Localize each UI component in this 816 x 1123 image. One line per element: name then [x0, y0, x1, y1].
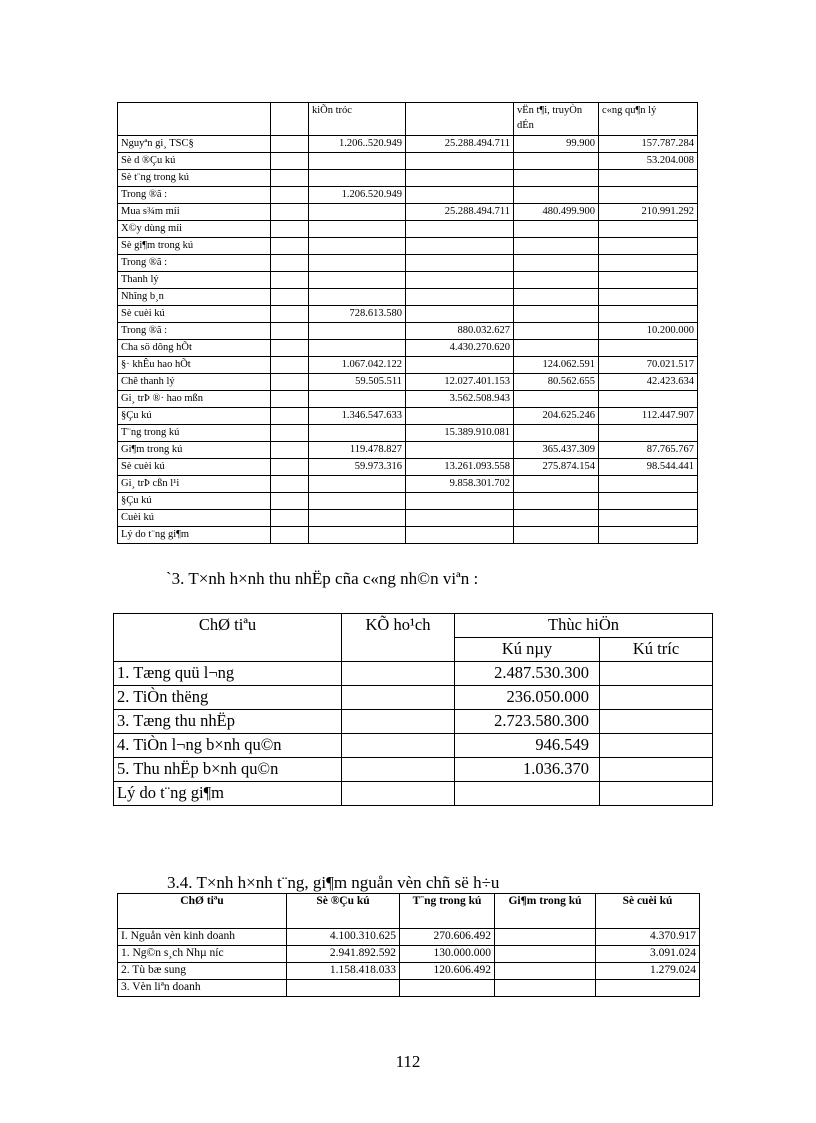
- table-cell: [495, 963, 596, 980]
- table-cell: [271, 306, 309, 323]
- table-header-row: [114, 614, 713, 638]
- table-cell: [271, 221, 309, 238]
- row-label: §Çu kú: [118, 493, 271, 510]
- table-row: [118, 963, 700, 980]
- row-label: Sè cuèi kú: [118, 306, 271, 323]
- row-label: Trong ®ã :: [118, 187, 271, 204]
- table-cell: [514, 323, 599, 340]
- table-row: [114, 782, 713, 806]
- table-cell: [271, 272, 309, 289]
- header-kynay: Kú nµy: [455, 638, 600, 662]
- table-cell: [406, 238, 514, 255]
- table-cell: 15.389.910.081: [406, 425, 514, 442]
- table-cell: 728.613.580: [309, 306, 406, 323]
- table-cell: [406, 153, 514, 170]
- table-cell: [309, 323, 406, 340]
- row-label: 2. Tù bæ sung: [118, 963, 287, 980]
- row-label: X©y dùng míi: [118, 221, 271, 238]
- table-cell: [514, 255, 599, 272]
- table-cell: [406, 170, 514, 187]
- table-row: [118, 221, 698, 238]
- table-cell: [309, 238, 406, 255]
- table-cell: [309, 255, 406, 272]
- table-cell: [514, 425, 599, 442]
- table-cell: [599, 238, 698, 255]
- table-cell: 70.021.517: [599, 357, 698, 374]
- table-cell: [271, 238, 309, 255]
- table-cell: 87.765.767: [599, 442, 698, 459]
- table-cell: [271, 408, 309, 425]
- table-cell: 99.900: [514, 136, 599, 153]
- row-label: Nhîng b¸n: [118, 289, 271, 306]
- table-cell: [600, 686, 713, 710]
- table-row: [118, 323, 698, 340]
- table-row: [114, 662, 713, 686]
- table-cell: 130.000.000: [400, 946, 495, 963]
- table-cell: [599, 289, 698, 306]
- table-cell: [400, 980, 495, 997]
- table-row: [118, 374, 698, 391]
- table-cell: [514, 340, 599, 357]
- table-cell: [271, 357, 309, 374]
- row-label: Thanh lý: [118, 272, 271, 289]
- row-label: T¨ng trong kú: [118, 425, 271, 442]
- row-label: §Çu kú: [118, 408, 271, 425]
- table-cell: [495, 980, 596, 997]
- table-row: [118, 929, 700, 946]
- table-cell: [271, 391, 309, 408]
- table-cell: [342, 710, 455, 734]
- table-cell: [514, 187, 599, 204]
- table-cell: [271, 340, 309, 357]
- table-row: [118, 255, 698, 272]
- table-cell: [342, 782, 455, 806]
- table-cell: [406, 187, 514, 204]
- table-row: [118, 170, 698, 187]
- table-cell: [309, 289, 406, 306]
- table-cell: [514, 272, 599, 289]
- table-row: [118, 510, 698, 527]
- table-row: [118, 391, 698, 408]
- table-cell: 59.505.511: [309, 374, 406, 391]
- section-3-4-heading: 3.4. T×nh h×nh t¨ng, gi¶m nguån vèn chñ së h÷u: [167, 873, 500, 892]
- table-cell: [455, 782, 600, 806]
- table-cell: 4.370.917: [596, 929, 700, 946]
- row-label: 4. TiÒn l¬ng b×nh qu©n: [114, 734, 342, 758]
- row-label: 3. Vèn liªn doanh: [118, 980, 287, 997]
- table-cell: [271, 187, 309, 204]
- table-cell: 1.346.547.633: [309, 408, 406, 425]
- table-cell: [599, 221, 698, 238]
- table-cell: [309, 221, 406, 238]
- row-label: 1. Tæng quü l¬ng: [114, 662, 342, 686]
- table-row: [118, 272, 698, 289]
- table-cell: [514, 238, 599, 255]
- row-label: Sè cuèi kú: [118, 459, 271, 476]
- table-row: [118, 425, 698, 442]
- table-cell: [271, 527, 309, 544]
- row-label: 3. Tæng thu nhËp: [114, 710, 342, 734]
- table-cell: 2.723.580.300: [455, 710, 600, 734]
- table-cell: 1.067.042.122: [309, 357, 406, 374]
- table-cell: [271, 476, 309, 493]
- row-label: Sè gi¶m trong kú: [118, 238, 271, 255]
- table-cell: [271, 374, 309, 391]
- table-cell: 10.200.000: [599, 323, 698, 340]
- table-cell: [600, 758, 713, 782]
- table-cell: [514, 391, 599, 408]
- table-row: [118, 408, 698, 425]
- table-cell: [600, 662, 713, 686]
- table-row: [118, 493, 698, 510]
- header-cell: vËn t¶i, truyÒn dÉn: [514, 103, 599, 136]
- table-cell: 1.036.370: [455, 758, 600, 782]
- table-cell: [309, 510, 406, 527]
- row-label: Sè d ®Çu kú: [118, 153, 271, 170]
- table-cell: [599, 493, 698, 510]
- table-cell: 880.032.627: [406, 323, 514, 340]
- table-cell: [514, 510, 599, 527]
- table-cell: [271, 425, 309, 442]
- table-cell: 480.499.900: [514, 204, 599, 221]
- row-label: Nguyªn gi¸ TSC§: [118, 136, 271, 153]
- table-cell: [599, 391, 698, 408]
- header-cell: T¨ng trong kú: [400, 894, 495, 929]
- table-cell: 1.158.418.033: [287, 963, 400, 980]
- table-row: [118, 340, 698, 357]
- table-cell: [514, 476, 599, 493]
- table-cell: 124.062.591: [514, 357, 599, 374]
- table-row: [118, 459, 698, 476]
- table-cell: 12.027.401.153: [406, 374, 514, 391]
- table-row: [118, 980, 700, 997]
- table-cell: [309, 340, 406, 357]
- table-cell: 112.447.907: [599, 408, 698, 425]
- header-cell: [406, 103, 514, 136]
- table-cell: [406, 272, 514, 289]
- table-cell: [287, 980, 400, 997]
- table-cell: [514, 221, 599, 238]
- table-cell: [271, 255, 309, 272]
- section-3-heading: `3. T×nh h×nh thu nhËp cña c«ng nh©n viªn :: [166, 569, 479, 588]
- table-row: [118, 476, 698, 493]
- income-table: [113, 613, 713, 806]
- table-cell: 1.279.024: [596, 963, 700, 980]
- table-cell: 42.423.634: [599, 374, 698, 391]
- table-cell: 157.787.284: [599, 136, 698, 153]
- table-cell: [342, 686, 455, 710]
- header-thuchien: Thùc hiÖn: [455, 614, 713, 638]
- table-cell: [406, 510, 514, 527]
- table-cell: [599, 340, 698, 357]
- table-cell: [406, 357, 514, 374]
- table-cell: 270.606.492: [400, 929, 495, 946]
- table-cell: [495, 946, 596, 963]
- table-row: [118, 187, 698, 204]
- table-cell: 2.487.530.300: [455, 662, 600, 686]
- table-cell: [309, 476, 406, 493]
- table-cell: [309, 527, 406, 544]
- table-cell: [406, 527, 514, 544]
- row-label: Trong ®ã :: [118, 255, 271, 272]
- row-label: Lý do t¨ng gi¶m: [114, 782, 342, 806]
- table-cell: 1.206.520.949: [309, 187, 406, 204]
- table-cell: [271, 442, 309, 459]
- table-row: [118, 204, 698, 221]
- table-cell: [406, 306, 514, 323]
- table-cell: [599, 306, 698, 323]
- table-cell: [309, 391, 406, 408]
- table-row: [118, 306, 698, 323]
- table-row: [118, 357, 698, 374]
- table-cell: 210.991.292: [599, 204, 698, 221]
- table-cell: 204.625.246: [514, 408, 599, 425]
- header-kehoach: KÕ ho¹ch: [342, 614, 455, 662]
- equity-table: [117, 893, 700, 997]
- table-row: [114, 686, 713, 710]
- table-cell: [309, 272, 406, 289]
- table-row: [118, 238, 698, 255]
- row-label: I. Nguån vèn kinh doanh: [118, 929, 287, 946]
- table-cell: 4.430.270.620: [406, 340, 514, 357]
- table-header-row: [118, 103, 698, 136]
- row-label: Chê thanh lý: [118, 374, 271, 391]
- table-cell: [495, 929, 596, 946]
- table-cell: [406, 289, 514, 306]
- row-label: Lý do t¨ng gi¶m: [118, 527, 271, 544]
- table-cell: 25.288.494.711: [406, 204, 514, 221]
- row-label: 2. TiÒn thëng: [114, 686, 342, 710]
- row-label: Cha sö dông hÕt: [118, 340, 271, 357]
- table-row: [118, 153, 698, 170]
- table-cell: [600, 710, 713, 734]
- table-cell: 98.544.441: [599, 459, 698, 476]
- header-cell: Gi¶m trong kú: [495, 894, 596, 929]
- table-cell: 9.858.301.702: [406, 476, 514, 493]
- table-cell: 2.941.892.592: [287, 946, 400, 963]
- table-cell: [514, 527, 599, 544]
- table-cell: [596, 980, 700, 997]
- row-label: 5. Thu nhËp b×nh qu©n: [114, 758, 342, 782]
- table-cell: [271, 170, 309, 187]
- table-row: [118, 527, 698, 544]
- table-cell: 1.206..520.949: [309, 136, 406, 153]
- header-cell: [271, 103, 309, 136]
- row-label: 1. Ng©n s¸ch Nhµ níc: [118, 946, 287, 963]
- table-cell: 3.562.508.943: [406, 391, 514, 408]
- table-cell: [271, 459, 309, 476]
- table-cell: [599, 476, 698, 493]
- table-cell: [309, 153, 406, 170]
- header-cell: ChØ tiªu: [118, 894, 287, 929]
- row-label: §· khÊu hao hÕt: [118, 357, 271, 374]
- table-cell: 13.261.093.558: [406, 459, 514, 476]
- table-cell: [600, 782, 713, 806]
- row-label: Gi¸ trÞ ®· hao mßn: [118, 391, 271, 408]
- table-cell: [514, 493, 599, 510]
- table-cell: 365.437.309: [514, 442, 599, 459]
- table-cell: [342, 734, 455, 758]
- table-cell: [271, 153, 309, 170]
- table-cell: 53.204.008: [599, 153, 698, 170]
- header-cell: [118, 103, 271, 136]
- table-cell: [342, 758, 455, 782]
- header-cell: Sè cuèi kú: [596, 894, 700, 929]
- table-cell: [271, 204, 309, 221]
- table-row: [114, 710, 713, 734]
- row-label: Gi¸ trÞ cßn l¹i: [118, 476, 271, 493]
- table-cell: 120.606.492: [400, 963, 495, 980]
- table-cell: 4.100.310.625: [287, 929, 400, 946]
- table-cell: 946.549: [455, 734, 600, 758]
- header-kytruoc: Kú tríc: [600, 638, 713, 662]
- table-cell: [600, 734, 713, 758]
- table-cell: [271, 136, 309, 153]
- table-cell: [514, 153, 599, 170]
- table-row: [118, 289, 698, 306]
- header-chitieu: ChØ tiªu: [114, 614, 342, 662]
- header-cell: kiÕn tróc: [309, 103, 406, 136]
- table-row: [118, 136, 698, 153]
- fixed-assets-table: [117, 102, 698, 544]
- table-cell: [514, 306, 599, 323]
- table-cell: [342, 662, 455, 686]
- page-number: 112: [395, 1052, 421, 1071]
- table-cell: [271, 493, 309, 510]
- table-cell: [599, 255, 698, 272]
- row-label: Trong ®ã :: [118, 323, 271, 340]
- table-header-row: [118, 894, 700, 929]
- table-row: [114, 758, 713, 782]
- table-cell: 25.288.494.711: [406, 136, 514, 153]
- table-cell: 119.478.827: [309, 442, 406, 459]
- table-cell: [406, 221, 514, 238]
- table-cell: [309, 425, 406, 442]
- table-cell: [514, 170, 599, 187]
- table-cell: 275.874.154: [514, 459, 599, 476]
- table-cell: [599, 510, 698, 527]
- table-cell: [271, 510, 309, 527]
- table-cell: [406, 493, 514, 510]
- row-label: Mua s¾m míi: [118, 204, 271, 221]
- table-cell: [309, 493, 406, 510]
- table-cell: [271, 289, 309, 306]
- table-cell: [406, 255, 514, 272]
- table-cell: [599, 170, 698, 187]
- table-cell: [309, 204, 406, 221]
- table-cell: 3.091.024: [596, 946, 700, 963]
- row-label: Cuèi kú: [118, 510, 271, 527]
- table-row: [118, 442, 698, 459]
- row-label: Gi¶m trong kú: [118, 442, 271, 459]
- header-cell: c«ng qu¶n lý: [599, 103, 698, 136]
- table-cell: 236.050.000: [455, 686, 600, 710]
- table-cell: [406, 408, 514, 425]
- table-cell: [599, 272, 698, 289]
- table-row: [114, 734, 713, 758]
- table-cell: [309, 170, 406, 187]
- table-cell: [271, 323, 309, 340]
- header-cell: Sè ®Çu kú: [287, 894, 400, 929]
- table-cell: [406, 442, 514, 459]
- table-cell: [599, 425, 698, 442]
- table-cell: [599, 187, 698, 204]
- table-cell: [514, 289, 599, 306]
- table-cell: [599, 527, 698, 544]
- table-cell: 59.973.316: [309, 459, 406, 476]
- row-label: Sè t¨ng trong kú: [118, 170, 271, 187]
- table-cell: 80.562.655: [514, 374, 599, 391]
- table-row: [118, 946, 700, 963]
